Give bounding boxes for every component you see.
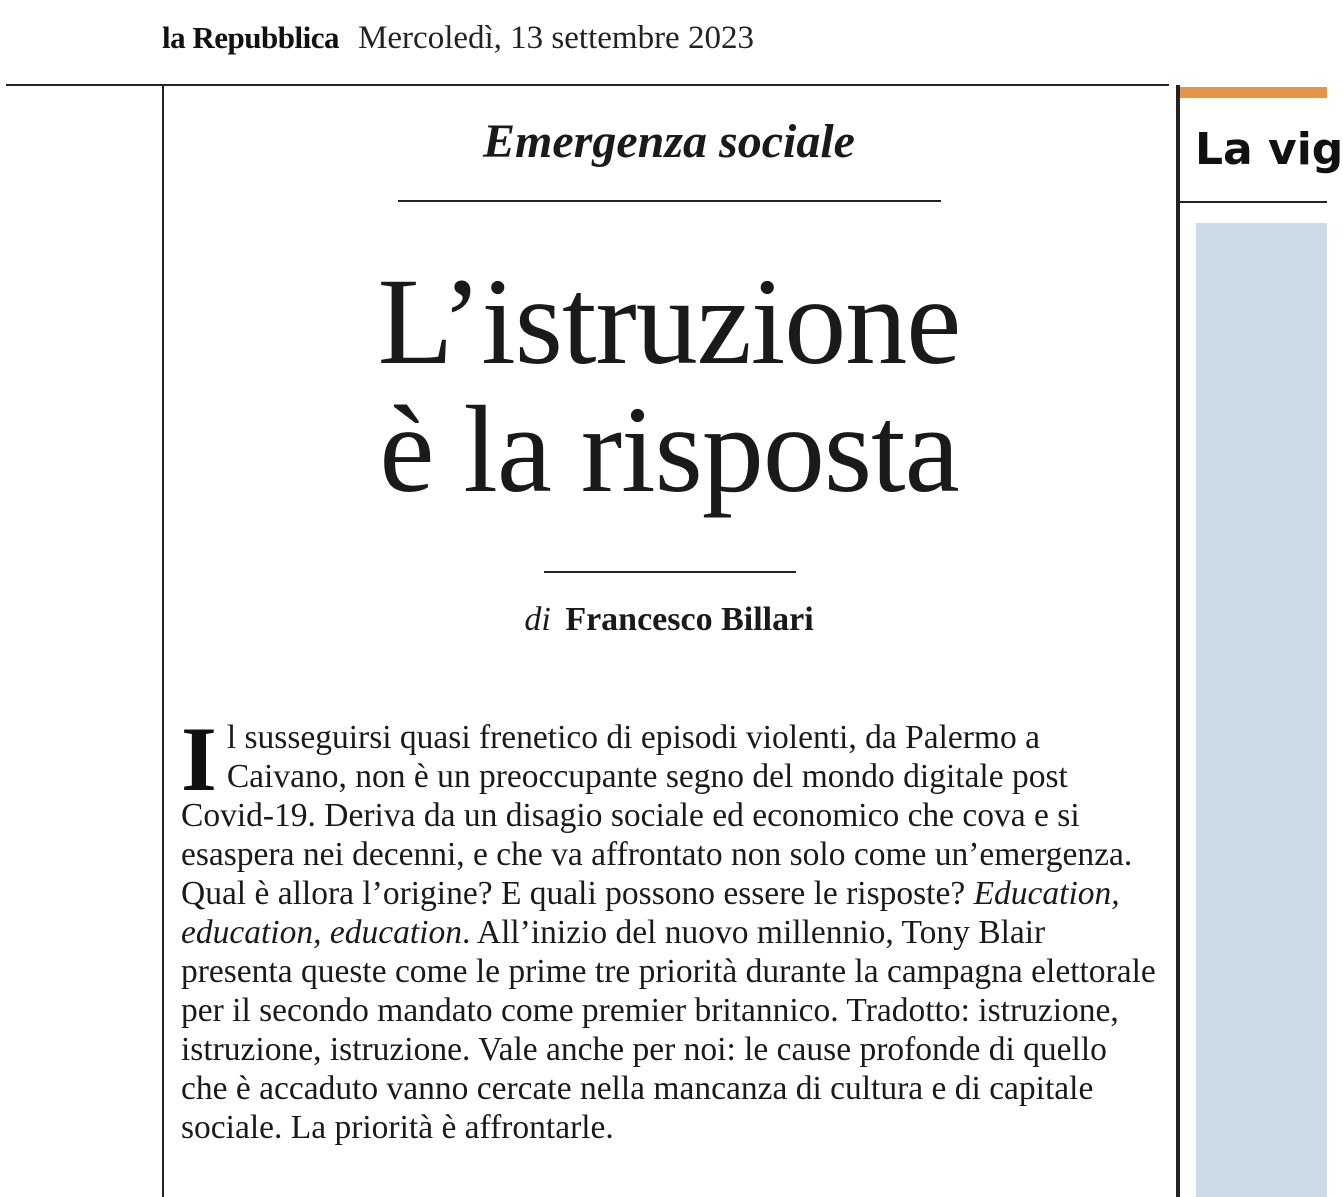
byline-prefix: di	[524, 601, 551, 638]
article-kicker: Emergenza sociale	[483, 115, 855, 168]
sidebar-box	[1196, 223, 1327, 1197]
newspaper-logo: la Repubblica	[162, 20, 339, 55]
headline-divider	[544, 571, 796, 573]
issue-date: Mercoledì, 13 settembre 2023	[358, 20, 754, 56]
kicker-divider	[398, 200, 941, 202]
body-emphasis: Education, education, education	[181, 875, 1120, 951]
left-column-rule	[162, 85, 164, 1197]
body-paragraph-part-2: . All’inizio del nuovo millennio, Tony Blair presenta queste come le prime tre priorità durante la campagna elettorale per il secondo mandato come premier britannico. Tradotto: istruzione, istruzione, istruzione. Vale anche per noi: le cause profonde di quello che è accaduto vanno cercate nella mancanza di cultura e di capitale sociale. La priorità è affrontarle.	[181, 914, 1156, 1146]
article-headline	[164, 253, 1174, 518]
body-paragraph-part-1: l susseguirsi quasi frenetico di episodi violenti, da Palermo a Caivano, non è un preoccupante segno del mondo digitale post Covid-19. Deriva da un disagio sociale ed economico che cova e si esaspera nei decenni, e che va affrontato non solo come un’emergenza. Qual è allora l’origine? E quali possono essere le risposte?	[181, 719, 1133, 912]
drop-cap: I	[181, 708, 217, 810]
masthead	[162, 20, 754, 64]
masthead-divider	[6, 84, 1169, 86]
byline-author: Francesco Billari	[565, 601, 814, 638]
right-column-rule	[1176, 85, 1180, 1197]
sidebar-title: La vig	[1195, 124, 1343, 175]
headline-line-1: L’istruzione	[377, 253, 961, 390]
sidebar-accent-bar	[1180, 87, 1327, 98]
sidebar-divider	[1180, 201, 1327, 203]
headline-line-2: è la risposta	[379, 381, 959, 518]
article-body	[181, 708, 1161, 1197]
byline	[164, 601, 1174, 639]
